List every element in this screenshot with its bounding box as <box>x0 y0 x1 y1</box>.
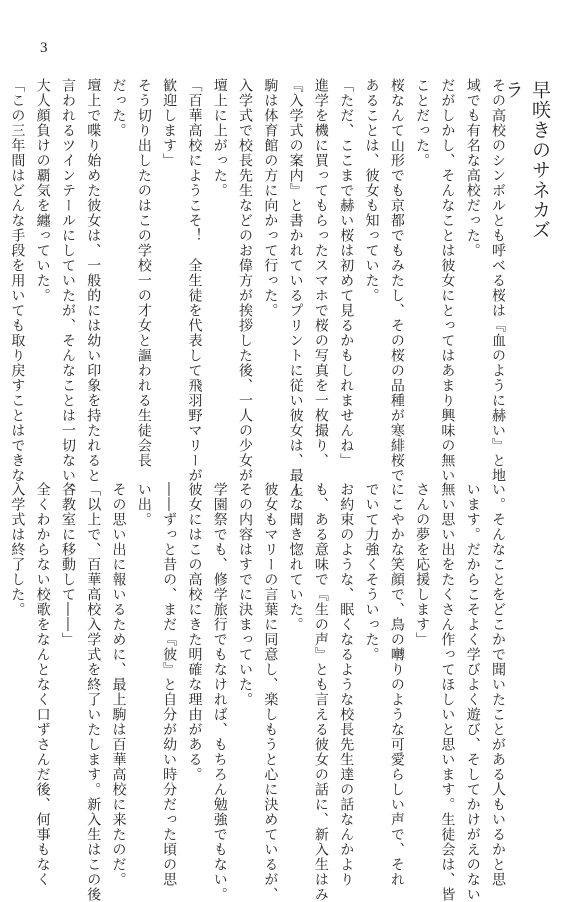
text-line: ――ずっと昔の、まだ『彼』と自分が幼い時分だった頃の思 <box>161 482 178 887</box>
text-line: 「以上で、百華高校入学式を終了いたします。新入生はこの後 <box>85 482 102 902</box>
text-line: さんの夢を応援します」 <box>414 482 431 647</box>
chapter-title: 早咲きのサネカズラ <box>502 80 551 240</box>
text-line: 桜なんて山形でも京都でもみたし、その桜の品種が寒緋桜で <box>388 78 405 483</box>
page-number: 3 <box>40 40 48 56</box>
text-line: 「ただ、ここまで赫い桜は初めて見るかもしれませんね」 <box>338 78 355 468</box>
text-line: その思い出に報いるために、最上駒は百華高校に来たのだ。 <box>110 482 127 887</box>
text-line <box>0 482 4 862</box>
text-line: 「百華高校にようこそ！ 全生徒を代表して飛羽野マリーが <box>186 78 203 483</box>
text-line: だがしかし、そんなことは彼女にとってはあまり興味の無い <box>439 78 456 483</box>
text-line: 入学式で校長先生などのお偉方が挨拶した後、一人の少女が <box>237 78 254 483</box>
text-line: 壇上で喋り始めた彼女は、一般的には幼い印象を持たれると <box>85 78 102 483</box>
text-line: 壇上に上がった。 <box>211 78 228 198</box>
text-line: 「この三年間はどんな手段を用いても取り戻すことはできな <box>9 78 26 483</box>
text-line: 域でも有名な高校だった。 <box>464 78 481 258</box>
upper-text-block <box>9 78 510 498</box>
text-line: 入学式は終了した。 <box>9 482 26 617</box>
text-line: も、ある意味で『生の声』とも言える彼女の話に、新入生はみ <box>312 482 329 902</box>
text-line: い。そんなことをどこかで聞いたことがある人もいるかと思 <box>490 482 506 887</box>
text-line: います。だからこそよく学びよく遊び、そしてかけがえのない <box>464 482 481 902</box>
text-line: い出。 <box>135 482 152 527</box>
text-line: にこやかな笑顔で、鳥の囀りのような可愛らしい声で、それ <box>388 482 405 887</box>
text-line: 学園祭でも、修学旅行でもなければ、もちろん勉強でもない。 <box>211 482 228 902</box>
text-line: 駒は体育館の方に向かって行った。 <box>262 78 279 318</box>
text-line: 『入学式の案内』と書かれているプリントに従い彼女は、最上 <box>287 78 304 498</box>
text-line: 各教室に移動して――」 <box>59 482 76 647</box>
text-line: あることは、彼女も知っていた。 <box>363 78 380 303</box>
text-line: でいて力強くそういった。 <box>363 482 380 662</box>
text-line: んな聞き惚れていた。 <box>287 482 304 632</box>
text-line: 彼女もマリーの言葉に同意し、楽しもうと心に決めているが、 <box>262 482 279 902</box>
text-line: 言われるツインテールにしていたが、そんなことは一切ない、 <box>59 78 76 498</box>
lower-text-block <box>9 482 510 902</box>
text-line: だった。 <box>110 78 127 138</box>
text-line: その内容はすでに決まっていた。 <box>237 482 254 707</box>
text-line: ことだった。 <box>414 78 431 168</box>
text-line: その高校のシンボルとも呼べる桜は『血のように赫い』と地 <box>490 78 506 483</box>
text-line: そう切り出したのはこの学校一の才女と謳われる生徒会長 <box>135 78 152 468</box>
text-line: 全くわからない校歌をなんとなく口ずさんだ後、何事もなく <box>34 482 51 887</box>
text-line: 無い思い出をたくさん作ってほしいと思います。生徒会は、皆 <box>439 482 456 902</box>
text-line: 歓迎します」 <box>161 78 178 168</box>
text-line: お約束のような、眠くなるような校長先生達の話なんかより <box>338 482 355 887</box>
text-line: 大人顔負けの覇気を纏っていた。 <box>34 78 51 303</box>
text-line: 進学を機に買ってもらったスマホで桜の写真を一枚撮り、 <box>312 78 329 468</box>
text-line: 彼女にはこの高校にきた明確な理由がある。 <box>186 482 203 782</box>
